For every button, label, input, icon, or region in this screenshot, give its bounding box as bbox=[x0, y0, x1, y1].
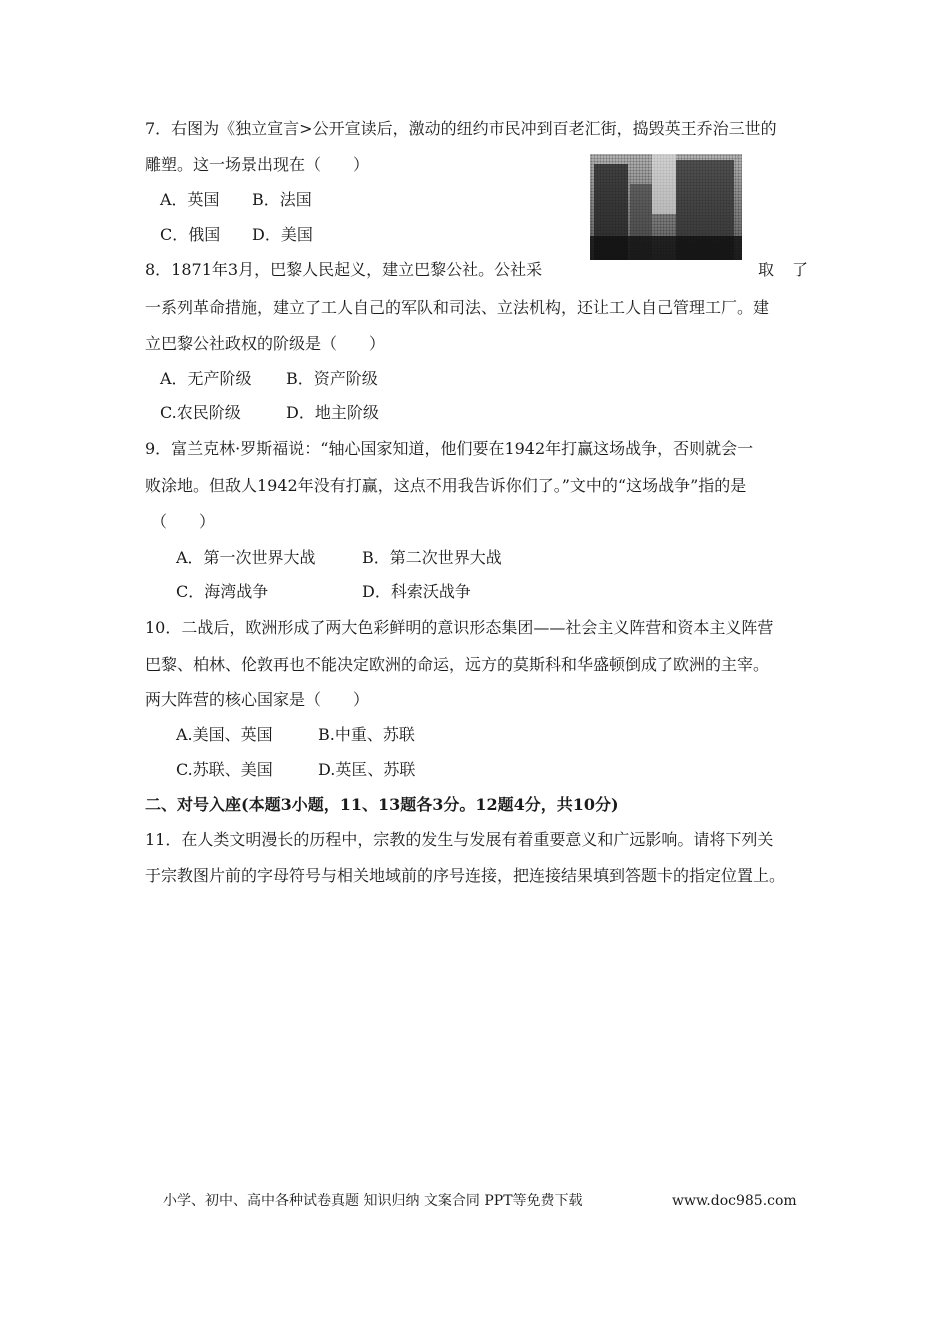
q8-option-c: C.农民阶级 bbox=[160, 403, 241, 422]
q8-option-d: D．地主阶级 bbox=[286, 403, 379, 422]
statue-toppling-photo bbox=[590, 154, 742, 260]
q9-stem-line1: 9．富兰克林·罗斯福说：“轴心国家知道，他们要在1942年打赢这场战争，否则就会一 bbox=[145, 439, 754, 458]
q8-stem-line1-tail2: 了 bbox=[792, 260, 809, 279]
footer-text: 小学、初中、高中各种试卷真题 知识归纳 文案合同 PPT等免费下载 bbox=[163, 1193, 583, 1209]
q9-option-d: D．科索沃战争 bbox=[362, 582, 471, 601]
section-2-heading: 二、对号入座(本题3小题，11、13题各3分。12题4分，共10分) bbox=[145, 795, 619, 814]
q10-option-c: C.苏联、美国 bbox=[176, 760, 273, 779]
q10-stem-line2: 巴黎、柏林、伦敦再也不能决定欧洲的命运，远方的莫斯科和华盛顿倒成了欧洲的主宰。 bbox=[145, 655, 770, 674]
q9-option-c: C．海湾战争 bbox=[176, 582, 269, 601]
q9-option-b: B．第二次世界大战 bbox=[362, 548, 502, 567]
q10-stem-line3: 两大阵营的核心国家是（ ） bbox=[145, 690, 370, 709]
q9-stem-line2: 败涂地。但敌人1942年没有打赢，这点不用我告诉你们了。”文中的“这场战争”指的是 bbox=[145, 476, 747, 495]
q8-option-b: B．资产阶级 bbox=[286, 369, 378, 388]
q10-option-a: A.美国、英国 bbox=[176, 725, 273, 744]
q8-stem-line2: 一系列革命措施，建立了工人自己的军队和司法、立法机构，还让工人自己管理工厂。建 bbox=[145, 298, 770, 317]
q10-stem-line1: 10．二战后，欧洲形成了两大色彩鲜明的意识形态集团——社会主义阵营和资本主义阵营 bbox=[145, 618, 774, 637]
q7-option-a: A．英国 bbox=[160, 190, 220, 209]
q7-option-d: D．美国 bbox=[252, 225, 313, 244]
q7-option-c: C．俄国 bbox=[160, 225, 221, 244]
q7-stem-line2: 雕塑。这一场景出现在（ ） bbox=[145, 155, 370, 174]
q9-stem-line3: （ ） bbox=[151, 512, 216, 531]
q7-stem-line1: 7．右图为《独立宣言>公开宣读后，激动的纽约市民冲到百老汇街，捣毁英王乔治三世的 bbox=[145, 119, 777, 138]
q8-stem-line1: 8．1871年3月，巴黎人民起义，建立巴黎公社。公社采 bbox=[145, 260, 543, 279]
q11-stem-line1: 11．在人类文明漫长的历程中，宗教的发生与发展有着重要意义和广远影响。请将下列关 bbox=[145, 830, 774, 849]
q10-option-d: D.英匡、苏联 bbox=[318, 760, 416, 779]
q8-stem-line1-tail1: 取 bbox=[758, 260, 775, 279]
q11-stem-line2: 于宗教图片前的字母符号与相关地域前的序号连接，把连接结果填到答题卡的指定位置上。 bbox=[145, 866, 786, 885]
footer-site-link[interactable]: www.doc985.com bbox=[672, 1193, 797, 1209]
q8-stem-line3: 立巴黎公社政权的阶级是（ ） bbox=[145, 334, 386, 353]
q9-option-a: A．第一次世界大战 bbox=[176, 548, 316, 567]
q8-option-a: A．无产阶级 bbox=[160, 369, 252, 388]
q10-option-b: B.中重、苏联 bbox=[318, 725, 415, 744]
q7-option-b: B．法国 bbox=[252, 190, 312, 209]
